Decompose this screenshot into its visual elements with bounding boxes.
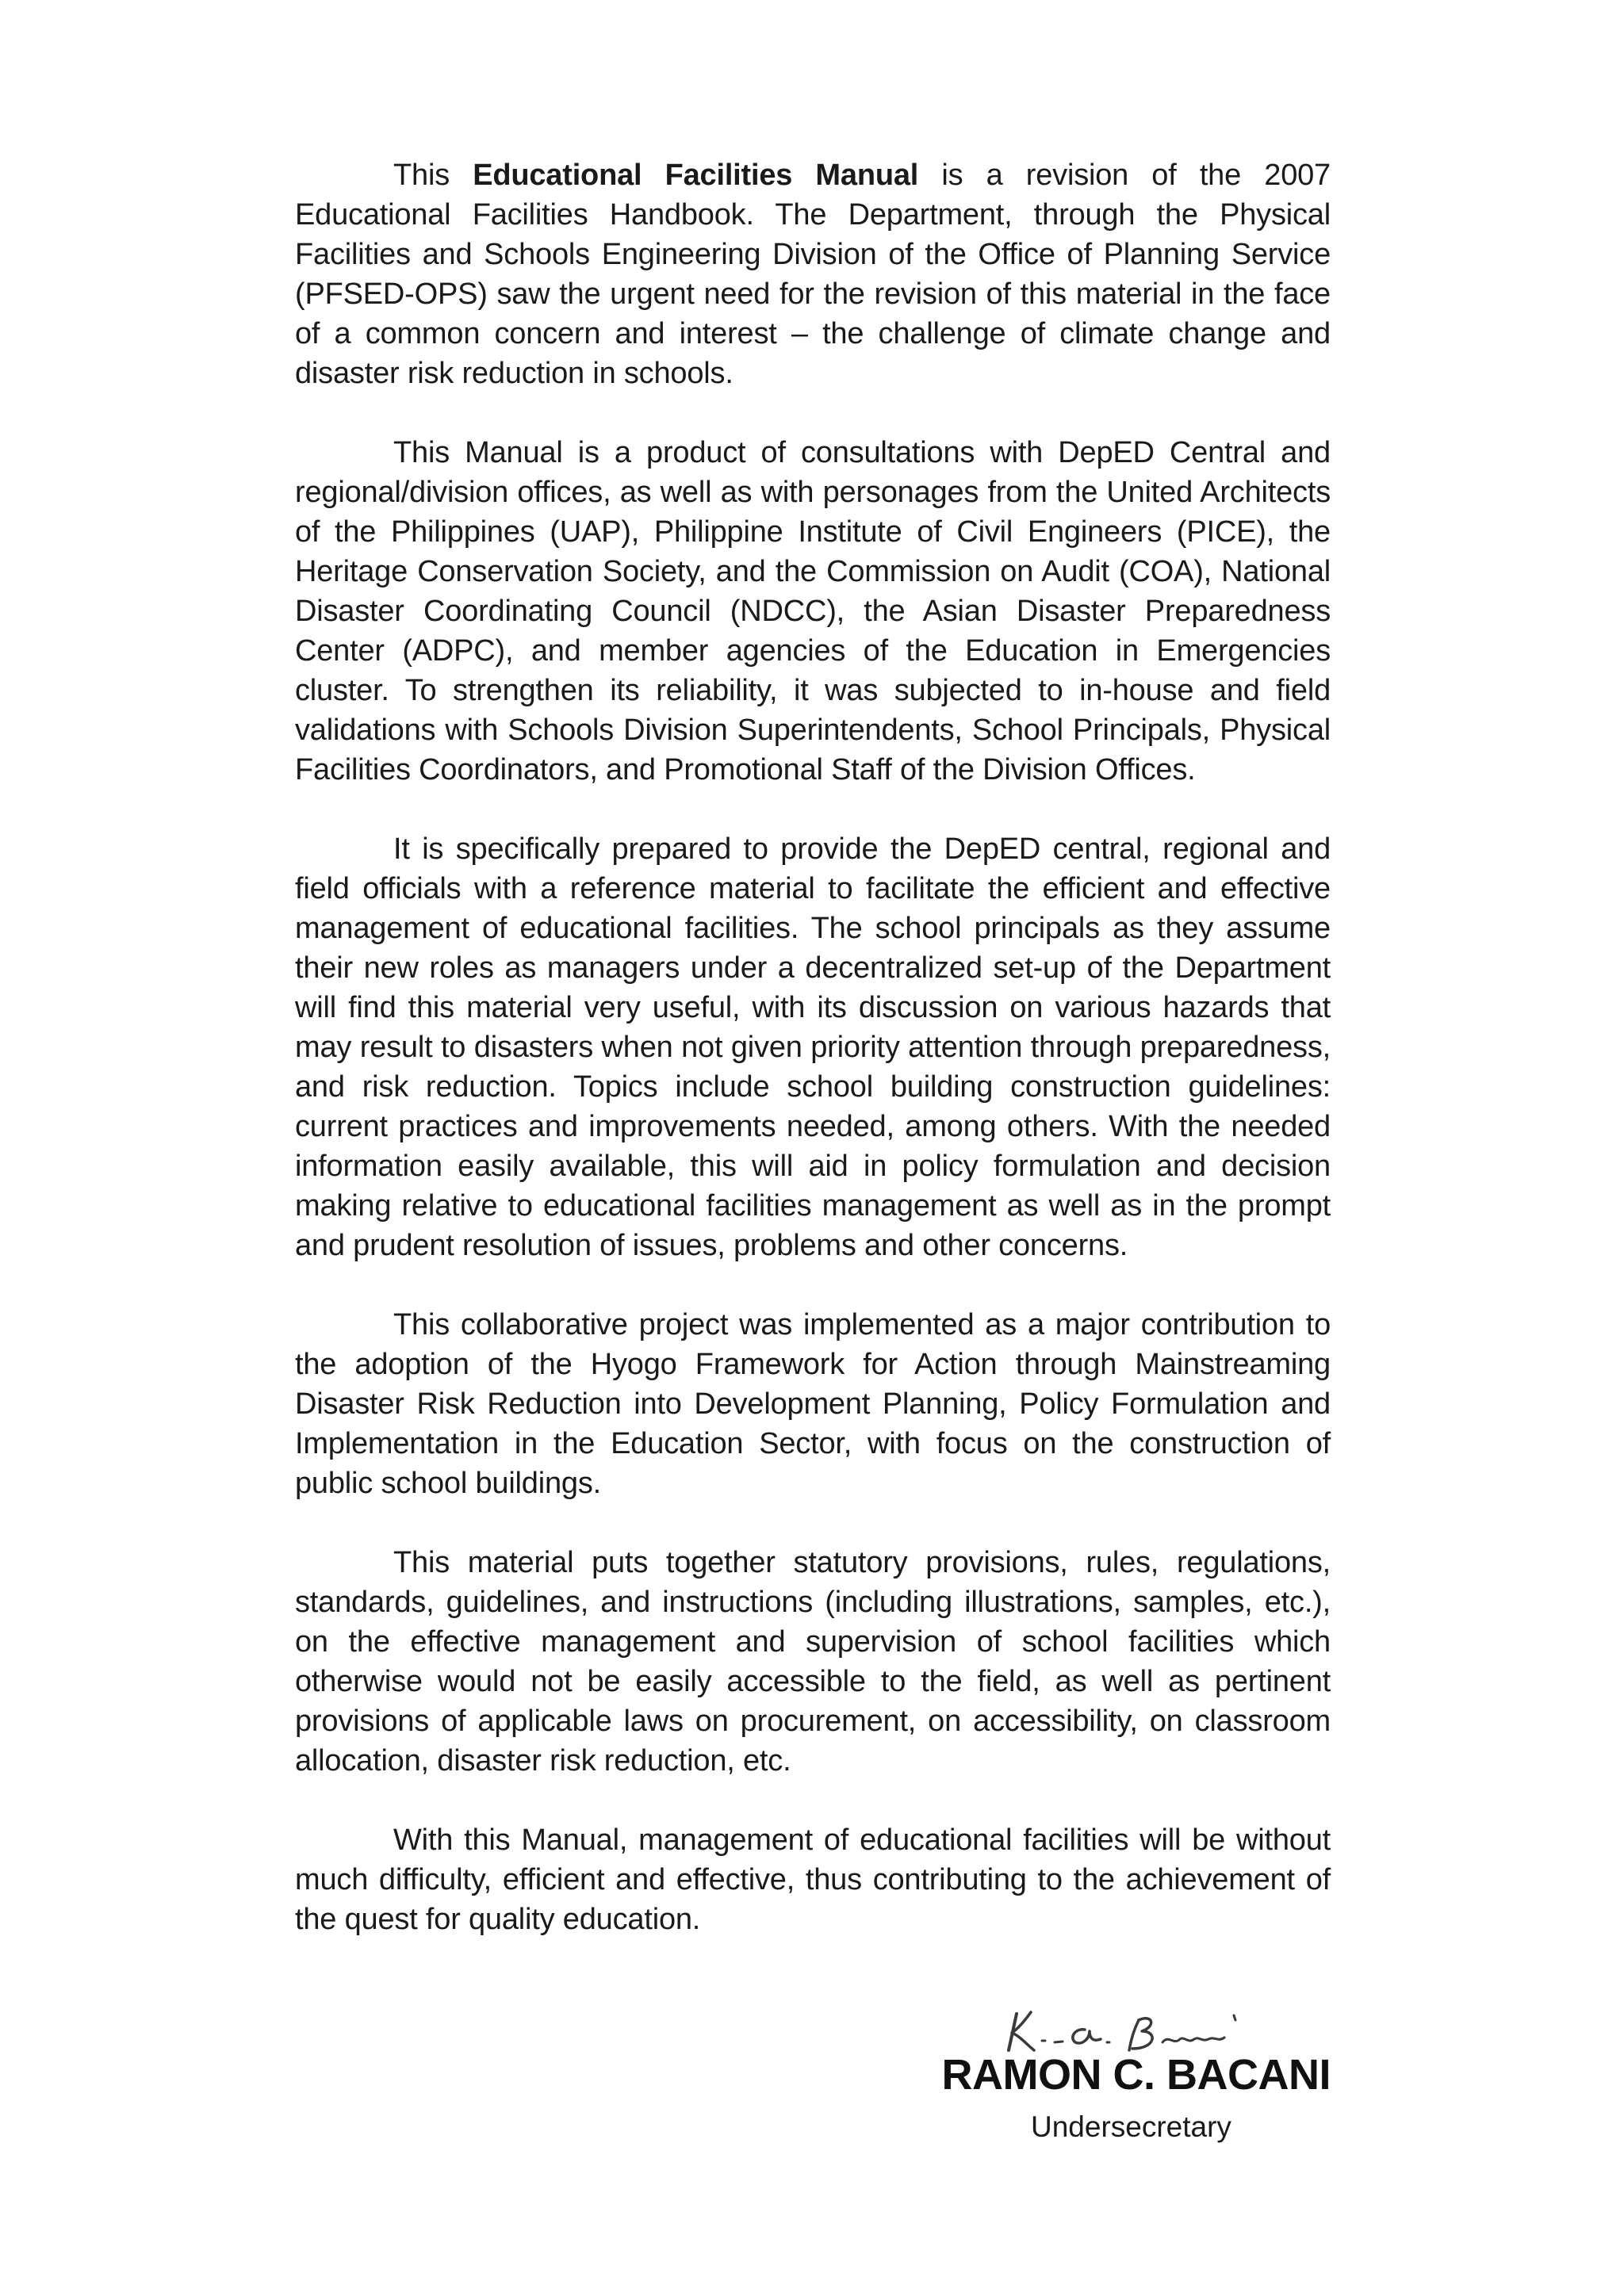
signatory-name: RAMON C. BACANI <box>941 2051 1331 2099</box>
paragraph-1 <box>295 155 1331 393</box>
paragraph-6: With this Manual, management of educational facilities will be without much difficulty, efficient and effective, thus contributing to the achievement of the quest for quality education. <box>295 1823 1331 1936</box>
paragraph-3: It is specifically prepared to provide the DepED central, regional and field officials with a reference material to facilitate the efficient and effective management of educational facilities. The school principals as they assume their new roles as managers under a decentralized set-up of the Department will find this material very useful, with its discussion on various hazards that may result to disasters when not given priority attention through preparedness, and risk reduction. Topics include school building construction guidelines: current practices and improvements needed, among others. With the needed information easily available, this will aid in policy formulation and decision making relative to educational facilities management as well as in the prompt and prudent resolution of issues, problems and other concerns. <box>295 832 1331 1262</box>
paragraph-2: This Manual is a product of consultations with DepED Central and regional/division offices, as well as with personages from the United Architects of the Philippines (UAP), Philippine Institute of Civil Engineers (PICE), the Heritage Conservation Society, and the Commission on Audit (COA), National Disaster Coordinating Council (NDCC), the Asian Disaster Preparedness Center (ADPC), and member agencies of the Education in Emergencies cluster. To strengthen its reliability, it was subjected to in-house and field validations with Schools Division Superintendents, School Principals, Physical Facilities Coordinators, and Promotional Staff of the Division Offices. <box>295 436 1331 786</box>
paragraph-1-lead: This <box>393 159 473 192</box>
paragraph-4: This collaborative project was implemented as a major contribution to the adoption of the Hyogo Framework for Action through Mainstreaming Disaster Risk Reduction into Development Planning, Policy Formulation and Implementation in the Education Sector, with focus on the construction of public school buildings. <box>295 1308 1331 1500</box>
paragraph-1-rest: is a revision of the 2007 Educational Facilities Handbook. The Department, through the Physical Facilities and Schools Engineering Division of the Office of Planning Service (PFSED-OPS) saw the urgent need for the revision of this material in the face of a common concern and interest – the challenge of climate change and disaster risk reduction in schools. <box>295 159 1331 390</box>
manual-title-emphasis: Educational Facilities Manual <box>473 159 919 192</box>
signature-block <box>912 2006 1331 2164</box>
signatory-title: Undersecretary <box>1031 2110 1231 2143</box>
foreword-body <box>295 155 1331 1979</box>
paragraph-5: This material puts together statutory provisions, rules, regulations, standards, guidelines, and instructions (including illustrations, samples, etc.), on the effective management and supervision of school facilities which otherwise would not be easily accessible to the field, as well as pertinent provisions of applicable laws on procurement, on accessibility, on classroom allocation, disaster risk reduction, etc. <box>295 1546 1331 1777</box>
